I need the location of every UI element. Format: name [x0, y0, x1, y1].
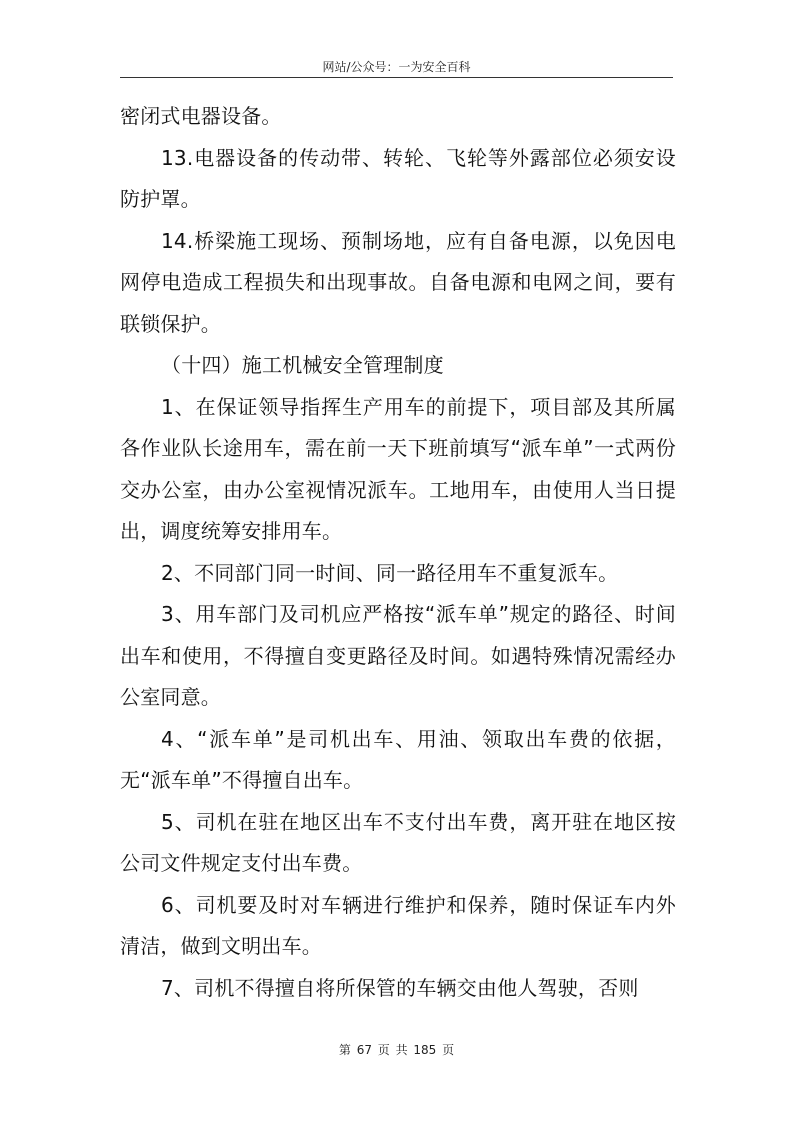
paragraph-rule-2: 2、不同部门同一时间、同一路径用车不重复派车。	[161, 560, 619, 585]
paragraph-rule-3: 3、用车部门及司机应严格按“派车单”规定的路径、时间出车和使用，不得擅自变更路径及时间。如遇特殊情况需经办公室同意。	[120, 602, 676, 709]
paragraph-item-13: 13.电器设备的传动带、转轮、飞轮等外露部位必须安设防护罩。	[120, 145, 676, 211]
paragraph-rule-7: 7、司机不得擅自将所保管的车辆交由他人驾驶，否则	[161, 975, 639, 1000]
paragraph-rule-4: 4、“派车单”是司机出车、用油、领取出车费的依据，无“派车单”不得擅自出车。	[120, 726, 676, 792]
paragraph-item-14: 14.桥梁施工现场、预制场地，应有自备电源，以免因电网停电造成工程损失和出现事故。自备电源和电网之间，要有联锁保护。	[120, 228, 676, 336]
section-heading: （十四）施工机械安全管理制度	[161, 353, 444, 377]
paragraph-rule-6: 6、司机要及时对车辆进行维护和保养，随时保证车内外清洁，做到文明出车。	[120, 892, 676, 958]
paragraph-rule-1: 1、在保证领导指挥生产用车的前提下，项目部及其所属各作业队长途用车，需在前一天下班前填写“派车单”一式两份交办公室，由办公室视情况派车。工地用车，由使用人当日提出，调度统筹安排用车。	[120, 394, 676, 543]
paragraph-continuation: 密闭式电器设备。	[120, 104, 282, 128]
document-body	[120, 96, 676, 1009]
page-number-footer: 第 67 页 共 185 页	[338, 1043, 455, 1057]
paragraph-rule-5: 5、司机在驻在地区出车不支付出车费，离开驻在地区按公司文件规定支付出车费。	[120, 809, 676, 875]
page-header: 网站/公众号：一为安全百科	[322, 60, 471, 74]
header-divider	[120, 77, 673, 78]
